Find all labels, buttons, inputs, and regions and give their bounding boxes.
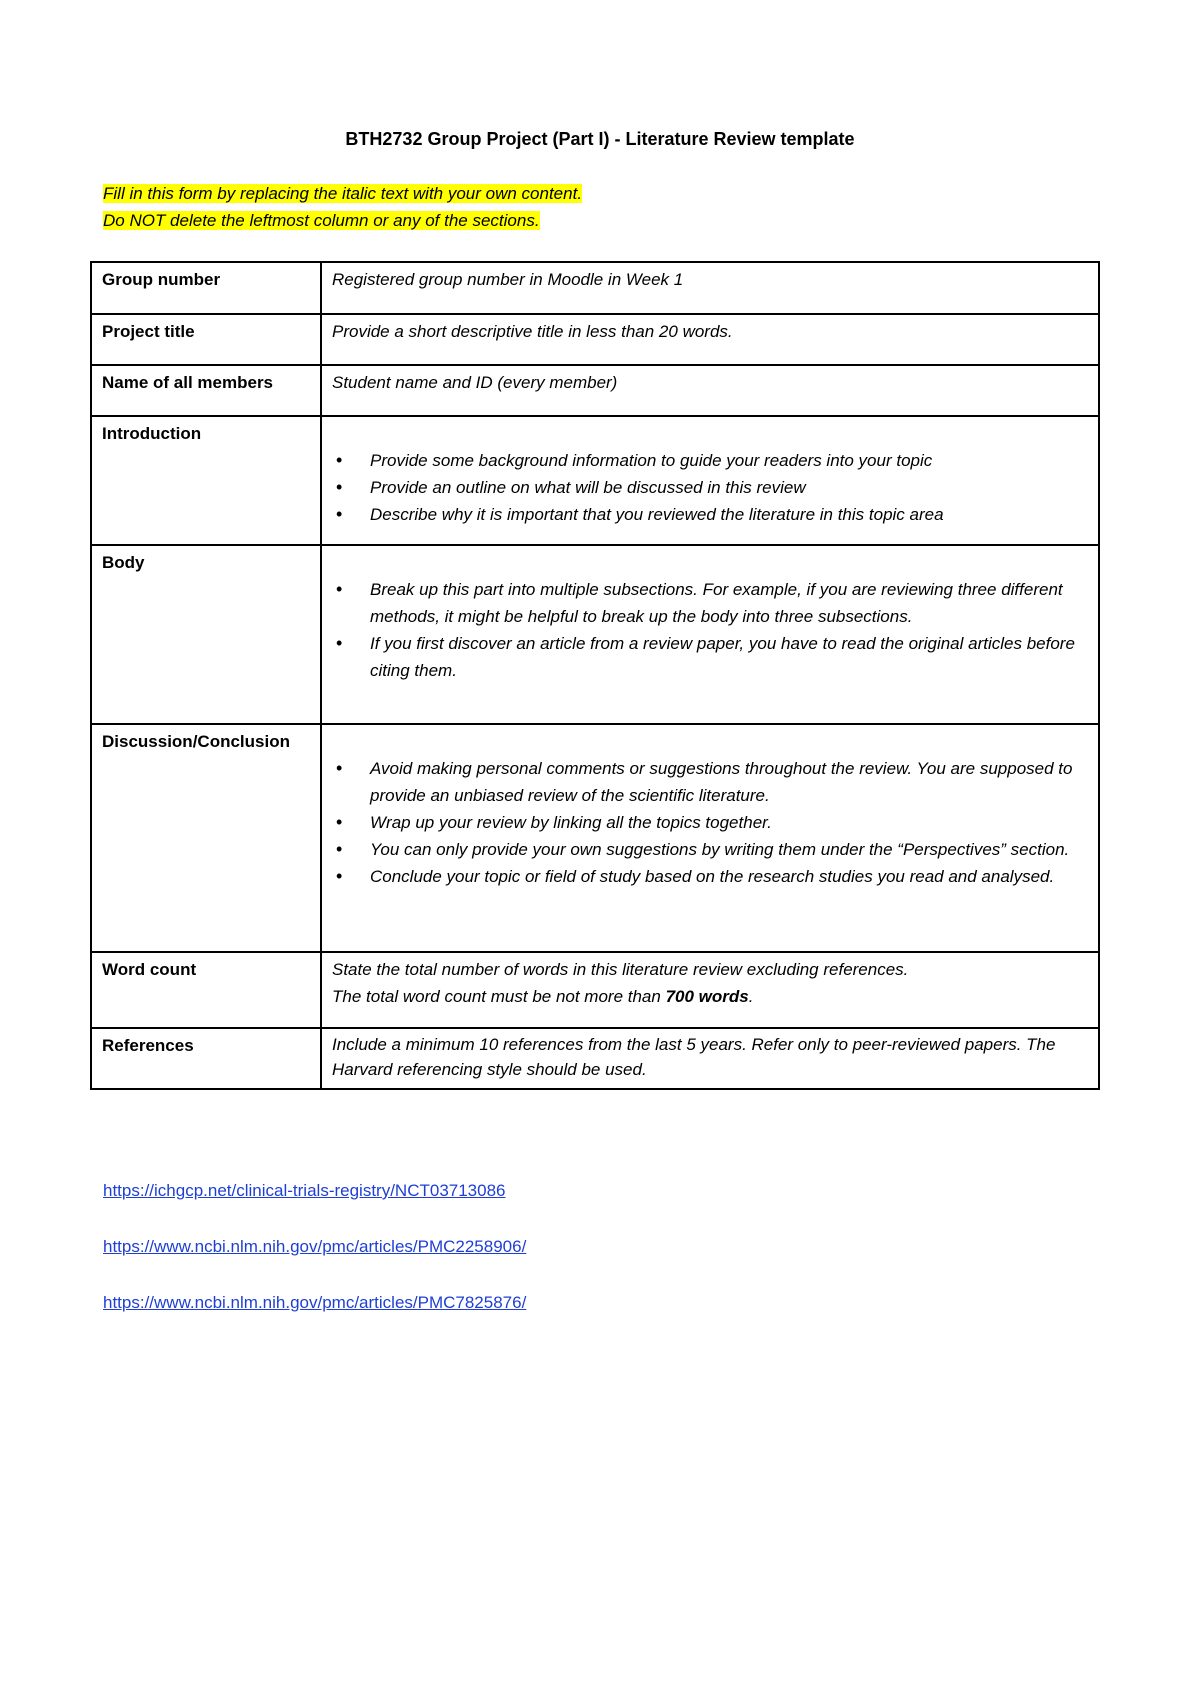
word-count-limit: 700 words — [665, 987, 749, 1006]
introduction-field[interactable] — [321, 416, 1099, 545]
list-item: • You can only provide your own suggestions by writing them under the “Perspectives” section. — [370, 836, 1088, 863]
row-label: Project title — [91, 314, 321, 365]
table-row-introduction — [91, 416, 1099, 545]
body-bullets — [332, 576, 1088, 684]
word-count-line-1: State the total number of words in this literature review excluding references. — [332, 960, 909, 979]
table-row-group-number — [91, 262, 1099, 314]
instructions — [103, 180, 582, 234]
row-label: Name of all members — [91, 365, 321, 416]
table-row-word-count — [91, 952, 1099, 1028]
table-row-discussion — [91, 724, 1099, 952]
discussion-field[interactable] — [321, 724, 1099, 952]
word-count-field[interactable] — [321, 952, 1099, 1028]
word-count-suffix: . — [748, 987, 754, 1006]
table-row-project-title — [91, 314, 1099, 365]
introduction-bullets — [332, 447, 1088, 528]
discussion-bullets — [332, 755, 1088, 890]
row-label: Word count — [91, 952, 321, 1028]
table-row-references — [91, 1028, 1099, 1089]
list-item: • Avoid making personal comments or suggestions throughout the review. You are supposed to provide an unbiased review of the scientific literature. — [370, 755, 1088, 809]
page-title: BTH2732 Group Project (Part I) - Literature Review template — [345, 129, 855, 149]
members-field[interactable]: Student name and ID (every member) — [321, 365, 1099, 416]
instruction-line-2: Do NOT delete the leftmost column or any of the sections. — [103, 211, 540, 230]
literature-review-form-table — [90, 261, 1100, 1090]
word-count-line-2 — [332, 983, 1088, 1010]
list-item: • Wrap up your review by linking all the topics together. — [370, 809, 1088, 836]
body-field[interactable] — [321, 545, 1099, 724]
table-row-members — [91, 365, 1099, 416]
word-count-prefix: The total word count must be not more than — [332, 987, 666, 1006]
list-item: • If you first discover an article from a review paper, you have to read the original articles before citing them. — [370, 630, 1088, 684]
list-item: • Describe why it is important that you reviewed the literature in this topic area — [370, 501, 1088, 528]
instruction-line-1: Fill in this form by replacing the italic text with your own content. — [103, 184, 583, 203]
link-ncbi-pmc7825876[interactable]: https://www.ncbi.nlm.nih.gov/pmc/articles/PMC7825876/ — [103, 1293, 527, 1312]
row-label: Discussion/Conclusion — [91, 724, 321, 952]
link-ichgcp-trial[interactable]: https://ichgcp.net/clinical-trials-registry/NCT03713086 — [103, 1181, 506, 1200]
link-ncbi-pmc2258906[interactable]: https://www.ncbi.nlm.nih.gov/pmc/articles/PMC2258906/ — [103, 1237, 527, 1256]
reference-links — [103, 1180, 526, 1348]
row-label: Body — [91, 545, 321, 724]
project-title-field[interactable]: Provide a short descriptive title in less than 20 words. — [321, 314, 1099, 365]
table-row-body — [91, 545, 1099, 724]
row-label: References — [91, 1028, 321, 1089]
list-item: • Provide some background information to guide your readers into your topic — [370, 447, 1088, 474]
row-label: Group number — [91, 262, 321, 314]
row-label: Introduction — [91, 416, 321, 545]
list-item: • Provide an outline on what will be discussed in this review — [370, 474, 1088, 501]
group-number-field[interactable]: Registered group number in Moodle in Week 1 — [321, 262, 1099, 314]
references-field[interactable]: Include a minimum 10 references from the last 5 years. Refer only to peer-reviewed papers. The Harvard referencing style should be used. — [321, 1028, 1099, 1089]
list-item: • Break up this part into multiple subsections. For example, if you are reviewing three different methods, it might be helpful to break up the body into three subsections. — [370, 576, 1088, 630]
list-item: • Conclude your topic or field of study based on the research studies you read and analysed. — [370, 863, 1088, 890]
